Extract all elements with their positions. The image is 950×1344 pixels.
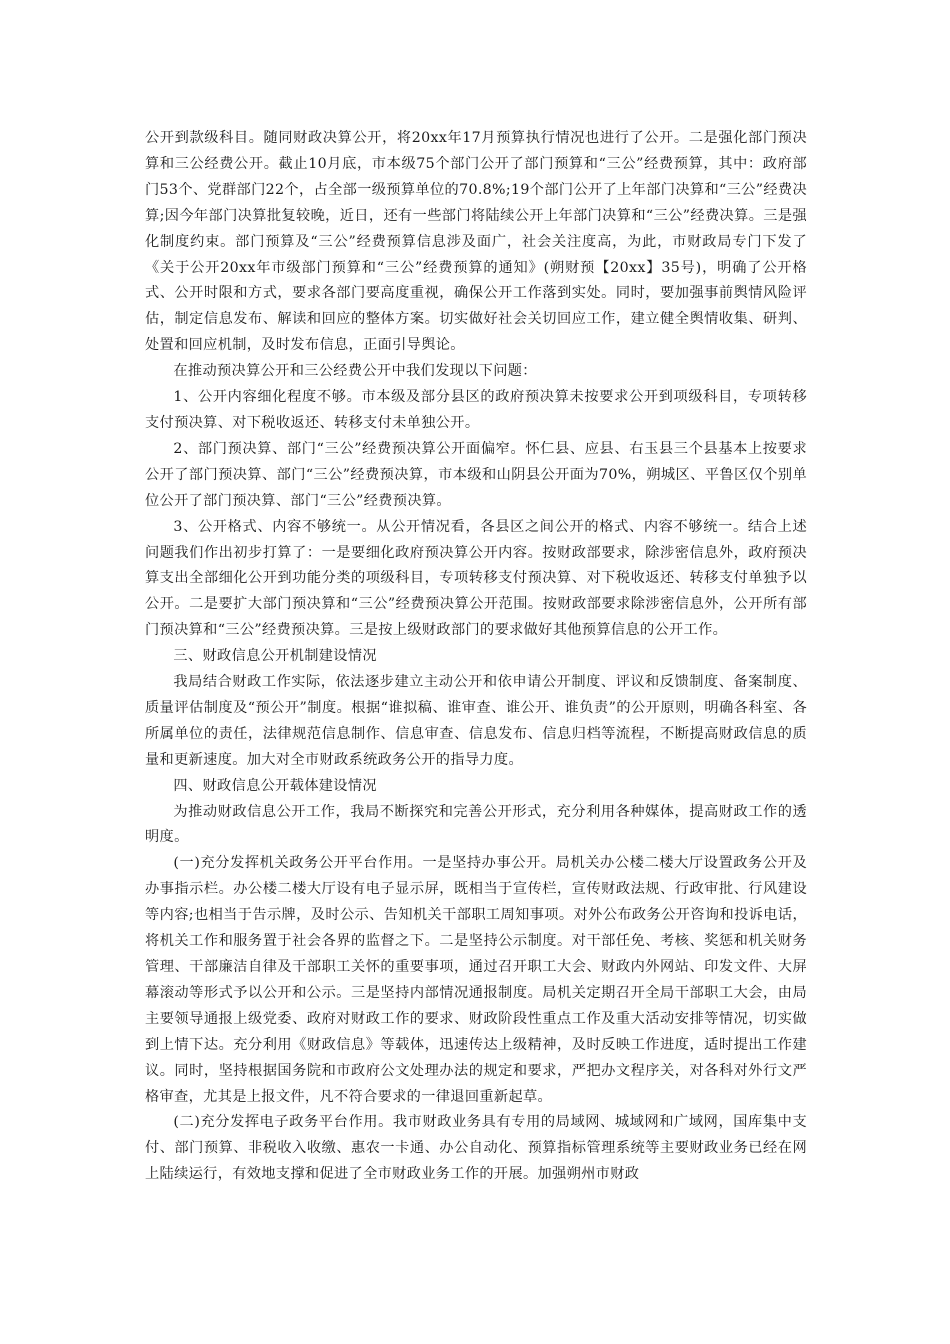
section-heading-3: 三、财政信息公开机制建设情况 <box>173 648 377 665</box>
section-heading-4: 四、财政信息公开载体建设情况 <box>173 777 377 794</box>
paragraph-continuation: 公开到款级科目。随同财政决算公开，将20xx年17月预算执行情况也进行了公开。二是强化部门预决算和三公经费公开。截止10月底，市本级75个部门公开了部门预算和“三公”经费预算，其中：政府部门53个、党群部门22个，占全部一级预算单位的70.8%;19个部门公开了上年部门决算和“三公”经费决算;因今年部门决算批复较晚，近日，还有一些部门将陆续公开上年部门决算和“三公”经费决算。三是强化制度约束。部门预算及“三公”经费预算信息涉及面广，社会关注度高，为此，市财政局专门下发了《关于公开20xx年市级部门预算和“三公”经费预算的通知》(朔财预【20xx】35号)，明确了公开格式、公开时限和方式，要求各部门要高度重视，确保公开工作落到实处。同时，要加强事前舆情风险评估，制定信息发布、解读和回应的整体方案。切实做好社会关切回应工作，建立健全舆情收集、研判、处置和回应机制，及时发布信息，正面引导舆论。 <box>145 130 807 354</box>
document-page <box>145 126 807 1188</box>
paragraph-problem-3: 3、公开格式、内容不够统一。从公开情况看，各县区之间公开的格式、内容不够统一。结合上述问题我们作出初步打算了：一是要细化政府预决算公开内容。按财政部要求，除涉密信息外，政府预决算支出全部细化公开到功能分类的项级科目，专项转移支付预决算、对下税收返还、转移支付单独予以公开。二是要扩大部门预决算和“三公”经费预决算公开范围。按财政部要求除涉密信息外，公开所有部门预决算和“三公”经费预决算。三是按上级财政部门的要求做好其他预算信息的公开工作。 <box>145 518 807 639</box>
paragraph-problem-1: 1、公开内容细化程度不够。市本级及部分县区的政府预决算未按要求公开到项级科目，专项转移支付预决算、对下税收返还、转移支付未单独公开。 <box>145 389 807 431</box>
paragraph-mechanism: 我局结合财政工作实际，依法逐步建立主动公开和依申请公开制度、评议和反馈制度、备案制度、质量评估制度及“预公开”制度。根据“谁拟稿、谁审查、谁公开、谁负责”的公开原则，明确各科室、各所属单位的责任，法律规范信息制作、信息审查、信息发布、信息归档等流程，不断提高财政信息的质量和更新速度。加大对全市财政系统政务公开的指导力度。 <box>145 674 807 768</box>
paragraph-subsection-1: (一)充分发挥机关政务公开平台作用。一是坚持办事公开。局机关办公楼二楼大厅设置政务公开及办事指示栏。办公楼二楼大厅设有电子显示屏，既相当于宣传栏，宣传财政法规、行政审批、行风建设等内容;也相当于告示牌，及时公示、告知机关干部职工周知事项。对外公布政务公开咨询和投诉电话，将机关工作和服务置于社会各界的监督之下。二是坚持公示制度。对干部任免、考核、奖惩和机关财务管理、干部廉洁自律及干部职工关怀的重要事项，通过召开职工大会、财政内外网站、印发文件、大屏幕滚动等形式予以公开和公示。三是坚持内部情况通报制度。局机关定期召开全局干部职工大会，由局主要领导通报上级党委、政府对财政工作的要求、财政阶段性重点工作及重大活动安排等情况，切实做到上情下达。充分利用《财政信息》等载体，迅速传达上级精神，及时反映工作进度，适时提出工作建议。同时，坚持根据国务院和市政府公文处理办法的规定和要求，严把办文程序关，对各科对外行文严格审查，尤其是上报文件，凡不符合要求的一律退回重新起草。 <box>145 855 807 1105</box>
paragraph-subsection-2: (二)充分发挥电子政务平台作用。我市财政业务具有专用的局域网、城域网和广域网，国库集中支付、部门预算、非税收入收缴、惠农一卡通、办公自动化、预算指标管理系统等主要财政业务已经在网上陆续运行，有效地支撑和促进了全市财政业务工作的开展。加强朔州市财政 <box>145 1114 807 1183</box>
paragraph-problems-intro: 在推动预决算公开和三公经费公开中我们发现以下问题： <box>173 363 537 380</box>
paragraph-carrier-intro: 为推动财政信息公开工作，我局不断探究和完善公开形式，充分利用各种媒体，提高财政工作的透明度。 <box>145 803 807 846</box>
paragraph-problem-2: 2、部门预决算、部门“三公”经费预决算公开面偏窄。怀仁县、应县、右玉县三个县基本上按要求公开了部门预决算、部门“三公”经费预决算，市本级和山阴县公开面为70%，朔城区、平鲁区仅个别单位公开了部门预决算、部门“三公”经费预决算。 <box>145 440 807 509</box>
